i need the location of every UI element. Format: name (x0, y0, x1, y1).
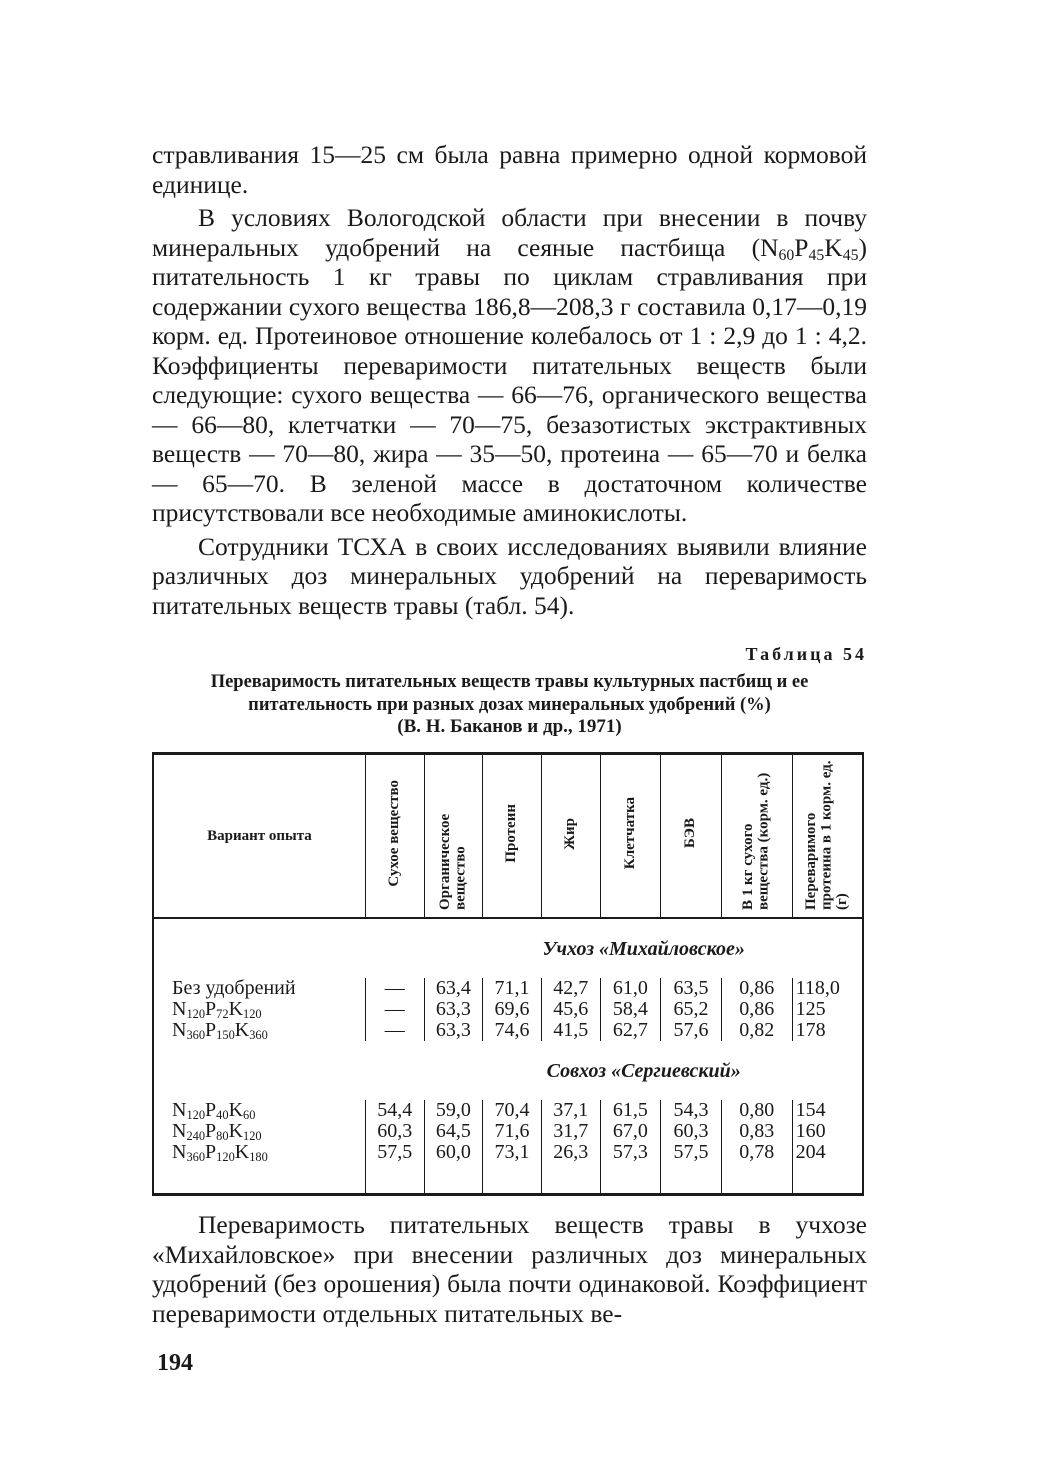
variant-cell (153, 1020, 365, 1041)
sub-n: 60 (778, 246, 795, 264)
dry-cell: 54,4 (365, 1100, 424, 1121)
letter-p: P (205, 1019, 217, 1041)
letter-p: P (205, 1141, 217, 1163)
letter-n: N (172, 1019, 187, 1041)
bev-cell: 57,6 (661, 1020, 722, 1041)
header-per-kg (721, 754, 792, 919)
header-bev-label: БЭВ (682, 818, 699, 849)
header-organic-label: Органическое вещество (436, 813, 469, 910)
variant-cell (153, 1100, 365, 1121)
sub-k: 360 (249, 1028, 268, 1043)
letter-k: K (234, 1019, 250, 1041)
fat-cell: 37,1 (541, 1100, 600, 1121)
letter-n: N (172, 1099, 187, 1121)
sub-p: 72 (216, 1007, 229, 1022)
bev-cell: 65,2 (661, 999, 722, 1020)
header-dig-protein (792, 754, 863, 919)
bev-cell: 57,5 (661, 1142, 722, 1193)
variant-cell (153, 1121, 365, 1142)
paragraph-2 (152, 203, 867, 528)
organic-cell: 63,4 (424, 978, 483, 999)
variant-cell (153, 1142, 365, 1193)
header-dry-matter-label: Сухое вещество (385, 780, 402, 887)
page-number: 194 (157, 1350, 193, 1376)
fat-cell: 26,3 (541, 1142, 600, 1193)
table-bottom-rule (153, 1193, 863, 1195)
sub-k: 120 (243, 1129, 262, 1144)
sub-p: 80 (216, 1129, 229, 1144)
sub-k: 180 (249, 1150, 268, 1165)
sub-n: 240 (186, 1129, 206, 1144)
section-row-2 (153, 1041, 863, 1100)
dig-protein-cell: 160 (792, 1121, 863, 1142)
paragraph-3: Сотрудники ТСХА в своих исследованиях выявили влияние различных доз минеральных удобрений на переваримость питательных веществ травы (табл. 54). (152, 531, 867, 620)
organic-cell: 64,5 (424, 1121, 483, 1142)
variant-cell (153, 999, 365, 1020)
fat-cell: 31,7 (541, 1121, 600, 1142)
dig-protein-cell: 125 (792, 999, 863, 1020)
fat-cell: 41,5 (541, 1020, 600, 1041)
sub-p: 150 (216, 1028, 235, 1043)
dry-cell: — (365, 1020, 424, 1041)
protein-cell: 70,4 (483, 1100, 542, 1121)
letter-n: N (172, 1120, 187, 1142)
letter-n: N (172, 998, 187, 1020)
header-per-kg-label: В 1 кг сухого вещества (корм. ед.) (740, 772, 772, 910)
sub-n: 120 (186, 1007, 206, 1022)
dry-cell: 57,5 (365, 1142, 424, 1193)
header-fiber-label: Клетчатка (621, 797, 638, 870)
letter-k: K (228, 998, 244, 1020)
table-row (153, 999, 863, 1020)
table-row (153, 1100, 863, 1121)
section-title-2: Совхоз «Сергиевский» (365, 1041, 863, 1100)
bev-cell: 54,3 (661, 1100, 722, 1121)
dig-protein-cell: 178 (792, 1020, 863, 1041)
header-dry-matter (365, 754, 424, 919)
organic-cell: 60,0 (424, 1142, 483, 1193)
per-kg-cell: 0,82 (721, 1020, 792, 1041)
dry-cell: 60,3 (365, 1121, 424, 1142)
sub-p: 40 (216, 1108, 229, 1123)
bev-cell: 60,3 (661, 1121, 722, 1142)
protein-cell: 73,1 (483, 1142, 542, 1193)
paragraph-2-text-a: В условиях Вологодской области при внесении в почву минеральных удобрений на сеяные пастбища (N (152, 203, 867, 262)
paragraph-1: стравливания 15—25 см была равна примерно одной кормовой единице. (152, 140, 867, 199)
sub-n: 120 (186, 1108, 206, 1123)
table-row (153, 978, 863, 999)
sub-k: 60 (243, 1108, 256, 1123)
per-kg-cell: 0,78 (721, 1142, 792, 1193)
letter-k: K (228, 1120, 244, 1142)
header-dig-protein-label: Переваримого протеина в 1 корм. ед. (г) (803, 759, 851, 910)
per-kg-cell: 0,86 (721, 978, 792, 999)
fiber-cell: 58,4 (600, 999, 661, 1020)
fiber-cell: 61,0 (600, 978, 661, 999)
table-title: Переваримость питательных веществ травы культурных пастбищ и ее питательность при разных дозах минеральных удобрений (%) (210, 672, 809, 715)
paragraph-4: Переваримость питательных веществ травы в учхозе «Михайловское» при внесении различных доз минеральных удобрений (без орошения) была почти одинаковой. Коэффициент переваримости отдельных питательных ве- (152, 1210, 867, 1328)
paragraph-2-k: K (824, 232, 843, 262)
header-bev (661, 754, 722, 919)
header-fiber (600, 754, 661, 919)
fat-cell: 42,7 (541, 978, 600, 999)
header-fat (541, 754, 600, 919)
section-row-1 (153, 918, 863, 978)
table-bottom-rule-cell (153, 1193, 863, 1195)
fiber-cell: 61,5 (600, 1100, 661, 1121)
per-kg-cell: 0,83 (721, 1121, 792, 1142)
section-left-border (153, 918, 365, 978)
header-organic (424, 754, 483, 919)
dig-protein-cell: 118,0 (792, 978, 863, 999)
letter-p: P (205, 998, 217, 1020)
header-protein-label: Протеин (503, 804, 520, 863)
page-content (152, 140, 867, 1328)
table-source: (В. Н. Баканов и др., 1971) (397, 716, 622, 737)
paragraph-2-text-b: ) питательность 1 кг травы по циклам стравливания при содержании сухого вещества 186,8—208,3 г составила 0,17—0,19 корм. ед. Протеиновое отношение колебалось от 1 : 2,9 до 1 : 4,2. Коэффициенты переваримости питательных веществ были следующие: сухого вещества — 66—76, органического вещества — 66—80, клетчатки — 70—75, безазотистых экстрактивных веществ — 70—80, жира — 35—50, протеина — 65—70 и белка — 65—70. В зеленой массе в достаточном количестве присутствовали все необходимые аминокислоты. (152, 232, 867, 527)
sub-n: 360 (186, 1028, 206, 1043)
fat-cell: 45,6 (541, 999, 600, 1020)
variant-cell: Без удобрений (153, 978, 365, 999)
per-kg-cell: 0,80 (721, 1100, 792, 1121)
dry-cell: — (365, 978, 424, 999)
letter-k: K (234, 1141, 250, 1163)
organic-cell: 63,3 (424, 1020, 483, 1041)
header-fat-label: Жир (561, 817, 578, 850)
protein-cell: 71,1 (483, 978, 542, 999)
table-header-row (153, 754, 863, 919)
letter-k: K (228, 1099, 244, 1121)
table-row (153, 1142, 863, 1193)
section-left-border (153, 1041, 365, 1100)
sub-k: 120 (243, 1007, 262, 1022)
table-number: Таблица 54 (745, 644, 867, 664)
letter-p: P (205, 1099, 217, 1121)
table-row (153, 1121, 863, 1142)
fiber-cell: 67,0 (600, 1121, 661, 1142)
header-protein (483, 754, 542, 919)
fiber-cell: 57,3 (600, 1142, 661, 1193)
per-kg-cell: 0,86 (721, 999, 792, 1020)
letter-n: N (172, 1141, 187, 1163)
sub-k: 45 (842, 246, 859, 264)
letter-p: P (205, 1120, 217, 1142)
table-row (153, 1020, 863, 1041)
header-variant: Вариант опыта (153, 754, 365, 919)
organic-cell: 63,3 (424, 999, 483, 1020)
dry-cell: — (365, 999, 424, 1020)
digestibility-table (152, 752, 864, 1196)
paragraph-2-p: P (794, 232, 809, 262)
dig-protein-cell: 204 (792, 1142, 863, 1193)
organic-cell: 59,0 (424, 1100, 483, 1121)
sub-p: 45 (808, 246, 825, 264)
fiber-cell: 62,7 (600, 1020, 661, 1041)
protein-cell: 69,6 (483, 999, 542, 1020)
sub-p: 120 (216, 1150, 235, 1165)
section-title-1: Учхоз «Михайловское» (365, 918, 863, 978)
sub-n: 360 (186, 1150, 206, 1165)
protein-cell: 71,6 (483, 1121, 542, 1142)
bev-cell: 63,5 (661, 978, 722, 999)
dig-protein-cell: 154 (792, 1100, 863, 1121)
protein-cell: 74,6 (483, 1020, 542, 1041)
